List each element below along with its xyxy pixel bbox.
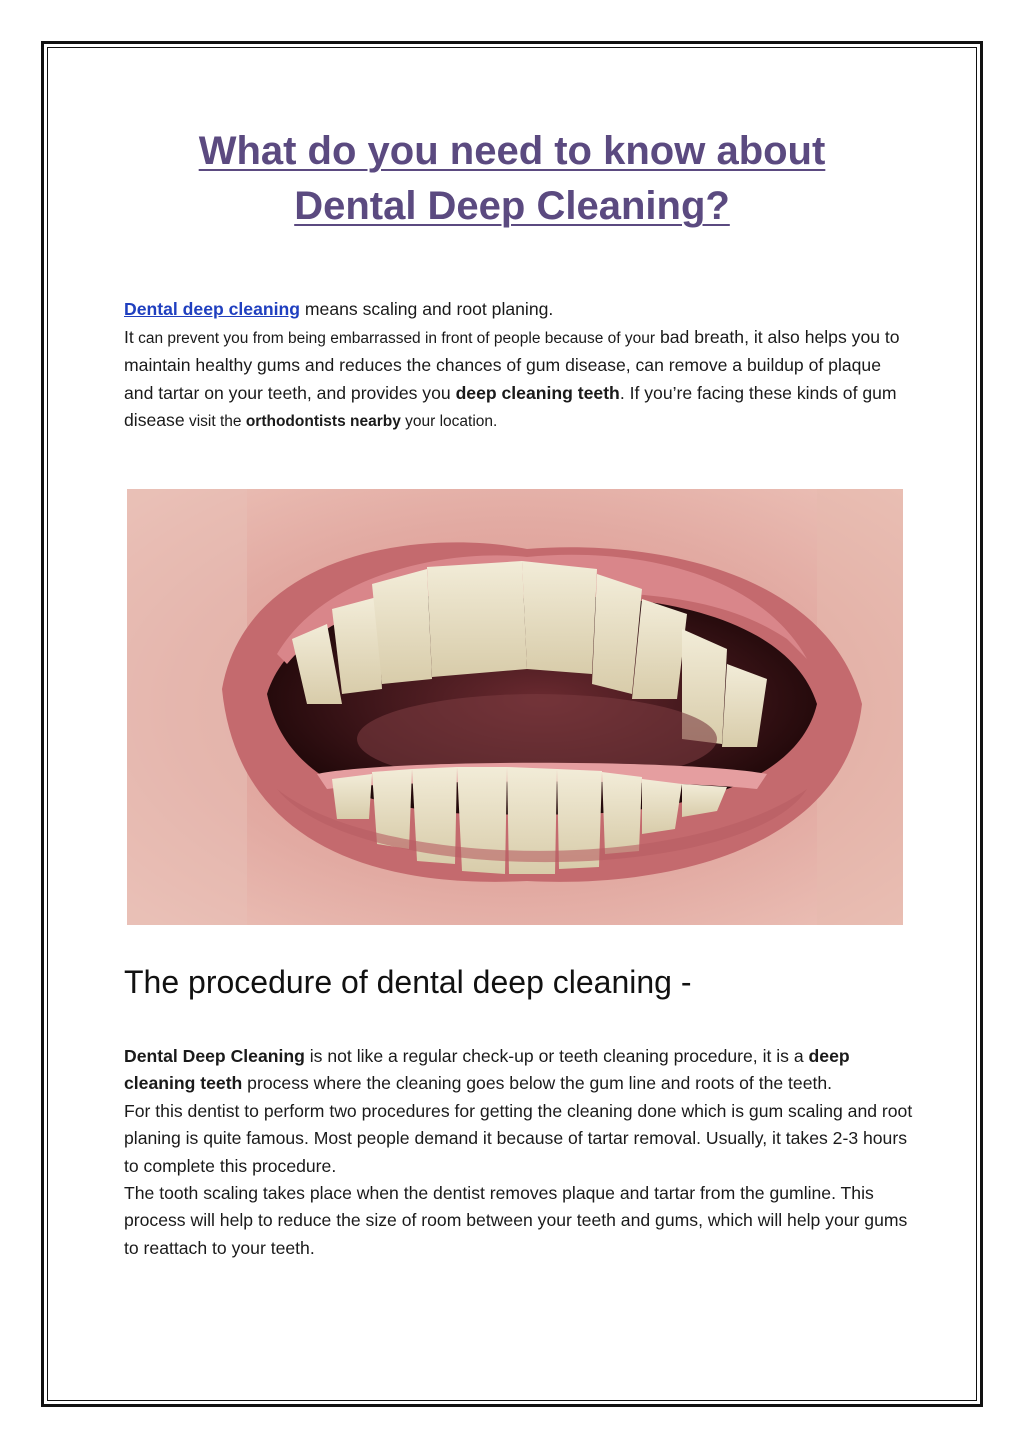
dental-deep-cleaning-link[interactable]: Dental deep cleaning [124,299,300,319]
intro-main-text: bad breath, it also helps you to maintain healthy gums and reduces the chances of gum disease, can remove a buildup of plaque and tartar on your teeth, and provides you [124,326,900,403]
teeth-photo [127,489,903,925]
page-title [100,124,924,234]
intro-end-text: your location. [400,413,498,430]
section-bold-deep-cleaning-teeth: deep cleaning teeth [124,1046,850,1094]
section-heading: The procedure of dental deep cleaning - [124,964,692,1000]
section-body [124,1043,914,1262]
intro-bold-orthodontists: orthodontists nearby [245,413,401,430]
intro-line-1 [124,296,904,324]
intro-line-1-rest: means scaling and root planing. [299,299,554,319]
section-paragraph-2: For this dentist to perform two procedures for getting the cleaning done which is gum scaling and root planing is quite famous. Most people demand it because of tartar removal. Usually, it takes 2-3 hours to complete this procedure. [124,1100,913,1176]
title-line-1: What do you need to know about [198,129,826,173]
section-bold-dental-deep-cleaning: Dental Deep Cleaning [124,1046,305,1066]
section-paragraph-3: The tooth scaling takes place when the dentist removes plaque and tartar from the gumline. This process will help to reduce the size of room between your teeth and gums, which will help your gums to reattach to your teeth. [124,1183,908,1258]
open-mouth-teeth-icon [127,489,903,925]
intro-it: It [124,326,134,347]
section-p1-text-a: is not like a regular check-up or teeth cleaning procedure, it is a [304,1046,809,1066]
intro-text [124,296,904,436]
intro-small-text: can prevent you from being embarrassed in front of people because of your [133,329,656,347]
section-p1-text-b: process where the cleaning goes below the gum line and roots of the teeth. [242,1073,833,1094]
intro-paragraph [124,324,904,436]
intro-bold-deep-cleaning: deep cleaning teeth [455,382,620,403]
section-paragraph-1 [124,1043,914,1098]
intro-small-text-2: visit the [184,413,246,430]
intro-mid-text: . If you’re facing these kinds of gum disease [124,382,897,430]
title-line-2: Dental Deep Cleaning? [294,184,730,228]
